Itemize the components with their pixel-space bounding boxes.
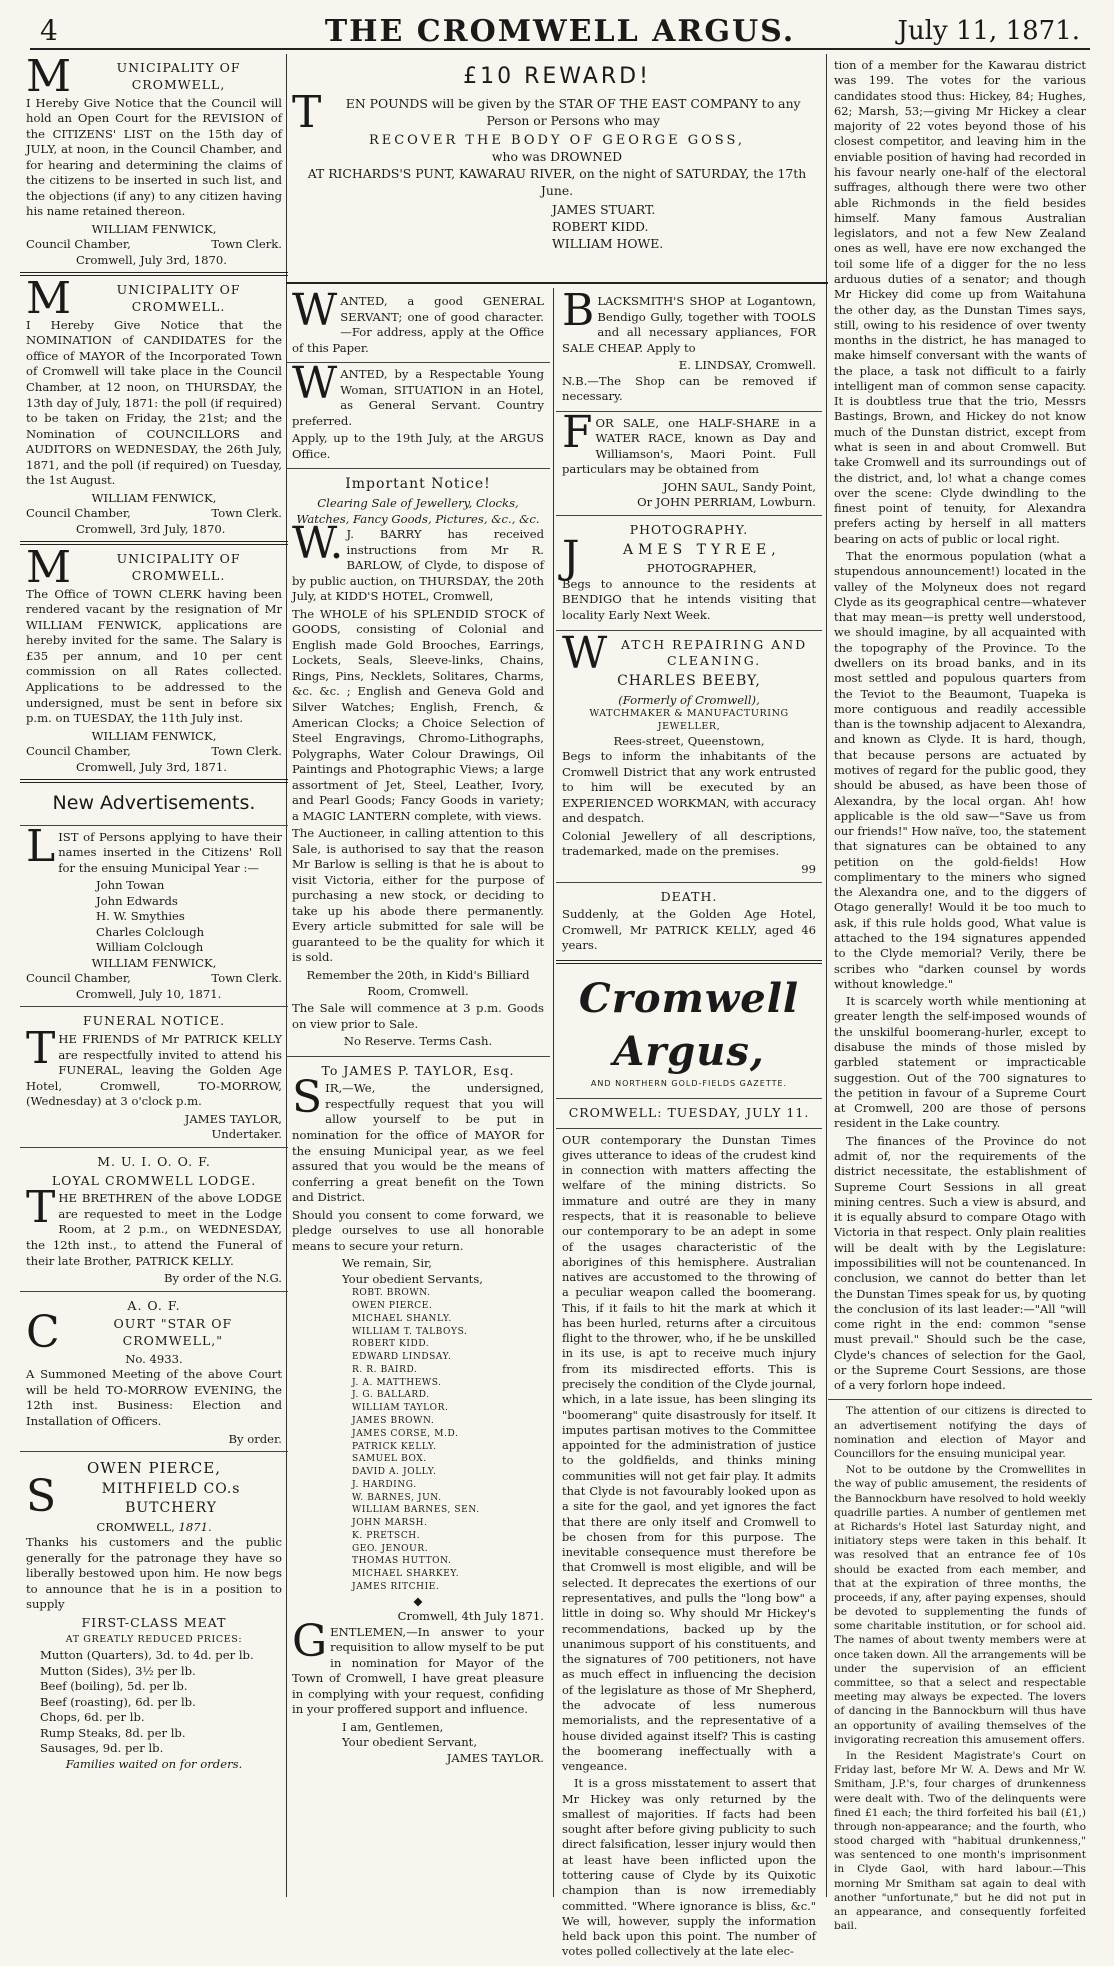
reduced-heading: AT GREATLY REDUCED PRICES: <box>65 1633 243 1645</box>
ad-body: Begs to announce to the residents at BENDIGO that he intends visiting that locality Early Next Week. <box>562 576 816 622</box>
price-item: Chops, 6d. per lb. <box>40 1710 145 1725</box>
column-1 <box>20 51 288 1897</box>
notice-date: Cromwell, July 10, 1871. <box>76 986 222 1001</box>
signatory: GEO. JENOUR. <box>352 1543 429 1554</box>
signatory: MICHAEL SHARKEY. <box>352 1569 460 1580</box>
ad-body: W.J. BARRY has received instructions from Mr R. BARLOW, of Clyde, to dispose of by public auction, on THURSDAY, the 20th July, at KIDD'S HOTEL, Cromwell, <box>292 518 544 604</box>
requisition-body: Should you consent to come forward, we pledge ourselves to use all honorable means to secure your return. <box>292 1207 544 1253</box>
paper-logo: Cromwell Argus, <box>578 974 800 1076</box>
year-label: 1871. <box>178 1519 212 1534</box>
taylor-requisition <box>286 1057 550 1771</box>
photographer-role: PHOTOGRAPHER, <box>646 561 757 576</box>
column-rule <box>826 54 827 1897</box>
blacksmith-ad <box>556 285 822 412</box>
notice-signer: WILLIAM FENWICK, <box>91 955 217 970</box>
notice-signer: WILLIAM FENWICK, <box>91 728 217 743</box>
list-item: John Edwards <box>96 893 178 908</box>
signatory: OWEN PIERCE. <box>352 1301 433 1312</box>
price-item: Sausages, 9d. per lb. <box>40 1741 164 1756</box>
municipality-notice-3 <box>20 542 288 783</box>
signatories-list <box>292 1287 544 1593</box>
notice-body: THE BRETHREN of the above LODGE are requested to meet in the Lodge Room, at 2 p.m., on WEDNESDAY, the 12th inst., to attend the Funeral of their late Brother, PATRICK KELLY. <box>26 1182 282 1268</box>
editorial-paragraph: The finances of the Province do not admit of, nor the requirements of the district necessitate, the establishment of Supreme Court Sessions in all great mining centres. Such a view is absurd, and it is equally absurd to compare Otago with Victoria in that respect. Only plain realities will be dealt with by the Legislature: impossibilities will not be countenanced. In conclusion, we cannot do better than let the Dunstan Times speak for us, by quoting the conclusion of its last leader:—"All "will come right in the end: common "sense must prevail." Should such be the case, Clyde's chances of selection for the Gaol, or the Supreme Court Sessions, are those of a very forlorn hope indeed. <box>834 1133 1086 1393</box>
photography-ad <box>556 516 822 631</box>
butcher-name: OWEN PIERCE, <box>86 1459 221 1478</box>
ad-body: FOR SALE, one HALF-SHARE in a WATER RACE, known as Day and Williamson's, Maori Point. Full particulars may be obtained from <box>562 406 816 477</box>
news-paragraph: The attention of our citizens is directed to an advertisement notifying the days of nomination and election of Mayor and Councillors for the ensuing municipal year. <box>834 1405 1086 1461</box>
notice-signer: JAMES TAYLOR, <box>184 1111 282 1126</box>
ad-body: The Sale will commence at 3 p.m. Goods on view prior to Sale. <box>292 1001 544 1031</box>
place-label: Council Chamber, <box>26 237 131 252</box>
citizens-list <box>20 820 288 1008</box>
notice-signature-line <box>26 237 282 253</box>
aof-notice <box>20 1292 288 1452</box>
ad-heading: Important Notice! <box>345 476 491 493</box>
butchery-ad <box>20 1452 288 1777</box>
ad-note: N.B.—The Shop can be removed if necessary. <box>562 373 816 404</box>
ad-body: WANTED, by a Respectable Young Woman, SITUATION in an Hotel, as General Servant. Country preferred. <box>292 358 544 428</box>
signatory: ROBERT KIDD. <box>352 1339 430 1350</box>
signatory: PATRICK KELLY. <box>352 1441 437 1452</box>
ad-body: WANTED, a good GENERAL SERVANT; one of good character.—For address, apply at the Office of this Paper. <box>292 285 544 355</box>
ad-contact: JOHN SAUL, Sandy Point, <box>662 479 816 494</box>
signatory: JAMES RITCHIE. <box>352 1581 440 1592</box>
signatory: MICHAEL SHANLY. <box>352 1313 452 1324</box>
signatory: R. R. BAIRD. <box>352 1364 418 1375</box>
ad-body: Colonial Jewellery of all descriptions, trademarked, made on the premises. <box>562 828 816 859</box>
ad-body: No Reserve. Terms Cash. <box>343 1034 493 1049</box>
notice-signature-line <box>26 506 282 522</box>
notice-signer: WILLIAM FENWICK, <box>91 490 217 505</box>
signatory: W. BARNES, JUN. <box>352 1492 442 1503</box>
watch-repair-ad <box>556 627 822 883</box>
watchmaker-name: CHARLES BEEBY, <box>617 673 761 690</box>
watchmaker-trade: WATCHMAKER & MANUFACTURING JEWELLER, <box>589 708 789 733</box>
editorial-dateline: CROMWELL: TUESDAY, JULY 11. <box>568 1104 810 1120</box>
notice-heading: MUNICIPALITY OF CROMWELL, <box>26 51 241 102</box>
notice-signer: By order. <box>228 1431 282 1446</box>
notice-heading: MUNICIPALITY OF CROMWELL. <box>26 273 241 325</box>
editorial-continued <box>828 54 1092 1399</box>
signatory: JAMES BROWN. <box>352 1415 435 1426</box>
notice-heading: A. O. F. <box>127 1297 181 1313</box>
notice-heading: MUNICIPALITY OF CROMWELL. <box>26 542 241 594</box>
requisition-body: SIR,—We, the undersigned, respectfully request that you will allow yourself to be put in nomination for the office of MAYOR for the ensuing Municipal year, as we feel assured that you would be the means of conferring a great benefit on the Town and District. <box>292 1072 544 1205</box>
notice-body: I Hereby Give Notice that the Council will hold an Open Court for the REVISION of the CITIZENS' LIST on the 15th day of JULY, at noon, in the Council Chamber, and for hearing and determining the claims of the citizens to be inserted in such list, and the objections (if any) to any citizen having his name retained thereon. <box>26 95 282 219</box>
ad-body: BLACKSMITH'S SHOP at Logantown, Bendigo Gully, together with TOOLS and all necessary appliances, FOR SALE CHEAP. Apply to <box>562 285 816 355</box>
notice-body: A Summoned Meeting of the above Court will be held TO-MORROW EVENING, the 12th inst. Business: Election and Installation of Officers. <box>26 1367 282 1428</box>
place-label: Council Chamber, <box>26 744 131 759</box>
local-news <box>828 1399 1092 1939</box>
paper-tagline: AND NORTHERN GOLD-FIELDS GAZETTE. <box>590 1079 788 1089</box>
column-4 <box>828 54 1092 1933</box>
reply-closing: I am, Gentlemen, <box>342 1719 444 1734</box>
wanted-servant-ad <box>286 285 550 363</box>
municipality-notice-2 <box>20 273 288 545</box>
reply-servant: Your obedient Servant, <box>342 1735 478 1750</box>
news-paragraph: Not to be outdone by the Cromwellites in the way of public amusement, the residents of the Bannockburn have resolved to hold weekly quadrille parties. A number of gentlemen met at Richards's Hotel last Saturday night, and initiatory steps were taken in this behalf. It was resolved that an entrance fee of 10s should be exacted from each member, and that at the expiration of three months, the proceeds, if any, after paying expenses, should be devoted to supplementing the funds of some charitable institution, or for school aid. The names of about twenty members were at once taken down. All the arrangements will be under the supervision of an efficient committee, so that a select and respectable meeting may always be expected. The lovers of dancing in the Bannockburn will thus have an opportunity of availing themselves of the invigorating recreation this amusement offers. <box>834 1464 1086 1746</box>
signatory: SAMUEL BOX. <box>352 1454 427 1465</box>
editorial-dateline-box <box>556 1099 822 1129</box>
reward-body: TEN POUNDS will be given by the STAR OF THE EAST COMPANY to any Person or Persons who may <box>292 86 801 138</box>
notice-body: THE FRIENDS of Mr PATRICK KELLY are respectfully invited to attend his FUNERAL, leaving the Golden Age Hotel, Cromwell, TO-MORROW, (Wednesday) at 3 o'clock p.m. <box>26 1023 282 1109</box>
role-label: Town Clerk. <box>211 744 282 759</box>
ad-apply: Apply, up to the 19th July, at the ARGUS Office. <box>292 431 544 461</box>
signatory: DAVID A. JOLLY. <box>352 1467 437 1478</box>
divider-ornament: ◆ <box>413 1593 423 1608</box>
column-3 <box>556 285 822 1959</box>
signatory: J. G. BALLARD. <box>352 1390 430 1401</box>
place-label: CROMWELL, <box>96 1519 175 1534</box>
ad-number: 99 <box>801 862 816 876</box>
notice-signature-line <box>26 971 282 987</box>
list-item: H. W. Smythies <box>96 909 185 924</box>
list-intro: LIST of Persons applying to have their names inserted in the Citizens' Roll for the ensuing Municipal Year :— <box>26 820 282 875</box>
meat-heading: FIRST-CLASS MEAT <box>81 1614 227 1630</box>
list-item: Charles Colclough <box>96 924 205 939</box>
ad-contact: Or JOHN PERRIAM, Lowburn. <box>637 495 816 510</box>
price-item: Mutton (Quarters), 3d. to 4d. per lb. <box>40 1648 254 1663</box>
signatory: WILLIAM BARNES, SEN. <box>352 1505 480 1516</box>
list-item: John Towan <box>96 878 165 893</box>
editorial-paragraph: tion of a member for the Kawarau district was 199. The votes for the various candidates stood thus: Hickey, 84; Hughes, 62; Marsh, 53;—giving Mr Hickey a clear majority of 22 votes beyond those of his closest competitor, and leaving him in the enviable position of having had recorded in his favour nearly one-half of the electoral suffrages, although there were two other able Richmonds in the field besides himself. Many famous Australian legislators, and not a few New Zealand ones as well, have ere now exchanged the toil some life of a digger for the no less arduous duties of a senator; and though Mr Hickey did come up from Waitahuna the other day, as the Dunstan Times says, still, owing to his residence of over twenty months in the district, he has managed to make himself conversant with the wants of the place, a task not difficult to a fairly intelligent man of common sense capacity. It is doubtless true that the trio, Messrs Bastings, Brown, and Hickey do not know much of the Dunstan district, except from what is seen in and about Cromwell. But take Cromwell and its surroundings out of the district, and, lo! what a change comes over the scene: Clyde dwindling to the finest point of tenuity, for Alexandra prefers acting by herself in all matters bearing on acts of public or local right. <box>834 58 1086 546</box>
price-item: Rump Steaks, 8d. per lb. <box>40 1725 186 1740</box>
photographer-name: JAMES TYREE, <box>562 531 781 583</box>
notice-body: The Office of TOWN CLERK having been rendered vacant by the resignation of Mr WILLIAM FENWICK, applications are hereby invited for the same. The Salary is £35 per annum, and 10 per cent commission on all Rates collected. Applications to be addressed to the undersigned, must be sent in before six p.m. on TUESDAY, the 11th July inst. <box>26 586 282 726</box>
role-label: Town Clerk. <box>211 237 282 252</box>
notice-heading: FUNERAL NOTICE. <box>82 1013 226 1029</box>
ad-heading: PHOTOGRAPHY. <box>629 521 749 537</box>
signatory: THOMAS HUTTON. <box>352 1556 452 1567</box>
water-race-sale-ad <box>556 406 822 516</box>
section-title: New Advertisements. <box>52 792 256 815</box>
editorial <box>556 1129 822 1966</box>
butchery-place <box>26 1520 282 1536</box>
reward-notice <box>286 54 828 288</box>
funeral-notice <box>20 1007 288 1147</box>
list-item: William Colclough <box>96 940 204 955</box>
notice-date: Cromwell, July 3rd, 1871. <box>76 759 227 774</box>
ad-body: Remember the 20th, in Kidd's Billiard Room, Cromwell. <box>306 968 530 998</box>
role-label: Town Clerk. <box>211 971 282 986</box>
notice-body: Suddenly, at the Golden Age Hotel, Cromwell, Mr PATRICK KELLY, aged 46 years. <box>562 907 816 953</box>
notice-date: Cromwell, July 3rd, 1870. <box>76 252 227 267</box>
reward-signer: WILLIAM HOWE. <box>552 235 664 251</box>
municipality-notice-1 <box>20 51 288 276</box>
price-item: Beef (roasting), 6d. per lb. <box>40 1694 196 1709</box>
requisition-heading: To JAMES P. TAYLOR, Esq. <box>321 1062 515 1078</box>
masthead <box>30 10 1090 50</box>
ad-subheading: Clearing Sale of Jewellery, Clocks, Watches, Fancy Goods, Pictures, &c., &c. <box>296 496 540 526</box>
role-label: Town Clerk. <box>211 506 282 521</box>
death-notice <box>556 883 822 964</box>
ad-contact: E. LINDSAY, Cromwell. <box>678 358 816 373</box>
requisition-remain: We remain, Sir, <box>342 1256 432 1271</box>
place-label: Council Chamber, <box>26 506 131 521</box>
notice-signer: WILLIAM FENWICK, <box>91 221 217 236</box>
notice-subheading: LOYAL CROMWELL LODGE. <box>51 1172 257 1188</box>
notice-role: Undertaker. <box>211 1127 282 1142</box>
signatory: EDWARD LINDSAY. <box>352 1352 452 1363</box>
reward-signer: ROBERT KIDD. <box>552 218 649 234</box>
watchmaker-address: Rees-street, Queenstown, <box>613 733 765 748</box>
signatory: ROBT. BROWN. <box>352 1288 431 1299</box>
editorial-paragraph: That the enormous population (what a stupendous announcement!) located in the valley of the Molyneux does not regard Clyde as its geographical centre—whatever that may mean—is pretty well understood, we should imagine, by all acquainted with the topography of the Province. To the dwellers on its broad banks, and in its most settled and populous quarters from the Teviot to the Beaumont, Tuapeka is more contiguous and readily accessible than is the township adjacent to Alexandra, and known as Clyde. It is hard, though, that because persons are actuated by motives of regard for the public good, they should be abused, as have been those of Alexandra, by the local organ. Ah! how applicable is the old saw—"Save us from our friends!" How naïve, too, the statement that signatures can be obtained to any petition on the gold-fields! How complimentary to the miners who signed the Alexandra one, and to the diggers of Otago generally! Would it be too much to ask, if this rule holds good, What value is attached to the 194 signatures appended to the Clyde memorial? Verily, there be scribes who "darken counsel by words without knowledge." <box>834 549 1086 991</box>
issue-date: July 11, 1871. <box>897 16 1080 46</box>
price-item: Beef (boiling), 5d. per lb. <box>40 1679 188 1694</box>
wanted-situation-ad <box>286 358 550 469</box>
editorial-paragraph: It is scarcely worth while mentioning at greater length the self-imposed wounds of the unskilful boomerang-hurler, except to disabuse the minds of those misled by garbled statement or impracticable suggestion. Out of the 700 signatures to the petition in favour of a Supreme Court at Cromwell, 200 are those of persons resident in the Lake country. <box>834 994 1086 1131</box>
page-number: 4 <box>40 14 58 47</box>
editorial-paragraph: It is a gross misstatement to assert that Mr Hickey was only returned by the smallest of majorities. If facts had been sought after before giving publicity to such direct falsification, lesser injury would then at least have been inflicted upon the tottering cause of Clyde by its Quixotic champion than is now irremediably committed. "Where ignorance is bliss, &c." We will, however, supply the information held back upon this point. The number of votes polled collectively at the late elec- <box>562 1776 816 1959</box>
signatory: WILLIAM TAYLOR. <box>352 1403 449 1414</box>
newspaper-title: THE CROMWELL ARGUS. <box>324 14 796 49</box>
requisition-servants: Your obedient Servants, <box>342 1271 483 1286</box>
column-rule <box>553 288 554 1897</box>
notice-heading: M. U. I. O. O. F. <box>97 1153 211 1169</box>
signatory: K. PRETSCH. <box>352 1530 421 1541</box>
signatory: J. HARDING. <box>352 1479 417 1490</box>
editorial-masthead <box>556 964 822 1099</box>
reply-body: GENTLEMEN,—In answer to your requisition to allow myself to be put in nomination for Mayor of the Town of Cromwell, I have great pleasure in complying with your request, confiding in your proffered support and influence. <box>292 1615 544 1717</box>
column-2 <box>286 285 550 1897</box>
court-number: No. 4933. <box>125 1351 183 1366</box>
reward-recover: RECOVER THE BODY OF GEORGE GOSS, <box>368 132 746 148</box>
butchery-heading: SMITHFIELD CO.s BUTCHERY <box>26 1471 241 1523</box>
signatory: J. A. MATTHEWS. <box>352 1377 442 1388</box>
notice-body: I Hereby Give Notice that the NOMINATION of CANDIDATES for the office of MAYOR of the Incorporated Town of Cromwell will take place in the Council Chamber, at 12 noon, on THURSDAY, the 13th day of July, 1871: the poll (if required) to be taken on Friday, the 21st; and the Nomination of COUNCILLORS and AUDITORS on WEDNESDAY, the 26th July, 1871, and the poll (if required) on Tuesday, the 1st August. <box>26 317 282 488</box>
ad-body: The Auctioneer, in calling attention to this Sale, is authorised to say that the reason Mr Barlow is selling is that he is about to visit Victoria, either for the purpose of purchasing a new stock, or deciding to take up his abode there permanently. Every article submitted for sale will be guaranteed to be the quality for which it is sold. <box>292 826 544 965</box>
ad-footer: Families waited on for orders. <box>65 1757 243 1772</box>
ad-heading: WATCH REPAIRING AND CLEANING. <box>562 627 808 679</box>
notice-heading: DEATH. <box>660 888 718 904</box>
ad-body: Thanks his customers and the public generally for the patronage they have so liberally bestowed upon him. He now begs to announce that he is in a position to supply <box>26 1535 282 1612</box>
reply-signature: JAMES TAYLOR. <box>446 1751 544 1765</box>
notice-signature-line <box>26 744 282 760</box>
price-item: Mutton (Sides), 3½ per lb. <box>40 1663 196 1678</box>
ad-body: Begs to inform the inhabitants of the Cromwell District that any work entrusted to him will be executed by an EXPERIENCED WORKMAN, with accuracy and despatch. <box>562 749 816 826</box>
reward-location: AT RICHARDS'S PUNT, KAWARAU RIVER, on the night of SATURDAY, the 17th June. <box>307 166 807 199</box>
clearing-sale-ad <box>286 469 550 1056</box>
ad-body: The WHOLE of his SPLENDID STOCK of GOODS, consisting of Colonial and English made Gold Brooches, Earrings, Lockets, Seals, Sleeve-links, Chains, Rings, Pins, Necklets, Solitares, Charms, &c. &c. ; English and Geneva Gold and Silver Watches; English, French, & American Clocks; a Choice Selection of Steel Engravings, Chromo-Lithographs, Polygraphs, Water Colour Drawings, Oil Paintings and Photographic Views; a large assortment of Jet, Steel, Leather, Ivory, and Pearl Goods; Fancy Goods in variety; a MAGIC LANTERN complete, with views. <box>292 606 544 823</box>
signatory: WILLIAM T. TALBOYS. <box>352 1326 468 1337</box>
watchmaker-former: (Formerly of Cromwell), <box>618 692 760 707</box>
muioof-notice <box>20 1148 288 1292</box>
editorial-paragraph: OUR contemporary the Dunstan Times gives utterance to ideas of the crudest kind in connection with matters affecting the welfare of the mining districts. So immature and outré are they in many respects, that it is reasonable to believe our contemporary to be an adept in some of the usages characteristic of the aborigines of this hemisphere. Australian natives are accustomed to the throwing of a peculiar weapon called the boomerang. This, if it fails to hit the mark at which it has been hurled, returns after a circuitous flight to the thrower, who, if he be unskilled in its use, is apt to receive much injury from its misdirected efforts. This is precisely the condition of the Clyde journal, which, in a late issue, has been slinging its "boomerang" quite disastrously for itself. It imputes partisan motives to the Committee appointed for the administration of justice to the goldfields, and thinks mining communities will not get fair play. It admits that Clyde is not favourably looked upon as a site for the gaol, and yet ignores the fact that there are only itself and Cromwell to be chosen from for this purpose. The inevitable consequence must therefore be that Cromwell is most eligible, and will be selected. It deprecates the exertions of our representatives, and pulls the "long bow" a little in doing so. Why should Mr Hickey's recommendations, backed up by the unanimous support of his constituents, and the signatures of 700 petitioners, not have as much effect in influencing the decision of the legislature as those of Mr Shepherd, the advocate of less numerous memorialists, and the representative of a house divided against itself? This is casting the boomerang ineffectually with a vengeance. <box>562 1132 816 1774</box>
signatory: JAMES CORSE, M.D. <box>352 1428 459 1439</box>
signatory: JOHN MARSH. <box>352 1518 428 1529</box>
reward-drowned: who was DROWNED <box>491 149 623 165</box>
new-advertisements-header <box>20 783 288 825</box>
reward-signer: JAMES STUART. <box>552 201 656 217</box>
notice-date: Cromwell, 3rd July, 1870. <box>76 521 226 536</box>
place-label: Council Chamber, <box>26 971 131 986</box>
notice-subheading: COURT "STAR OF CROMWELL," <box>26 1307 233 1359</box>
reply-date: Cromwell, 4th July 1871. <box>397 1609 544 1624</box>
reward-heading: £10 REWARD! <box>463 64 651 89</box>
news-paragraph: In the Resident Magistrate's Court on Friday last, before Mr W. A. Dews and Mr W. Smitham, J.P.'s, four charges of drunkenness were dealt with. Two of the delinquents were fined £1 each; the third forfeited his bail (£1,) through non-appearance; and the fourth, who stood charged with "habitual drunkenness," was sentenced to one month's imprisonment in Clyde Gaol, with hard labour.—This morning Mr Smitham sat again to deal with another "unfortunate," but he did not put in an appearance, and consequently forfeited bail. <box>834 1749 1086 1933</box>
notice-signer: By order of the N.G. <box>163 1271 282 1286</box>
